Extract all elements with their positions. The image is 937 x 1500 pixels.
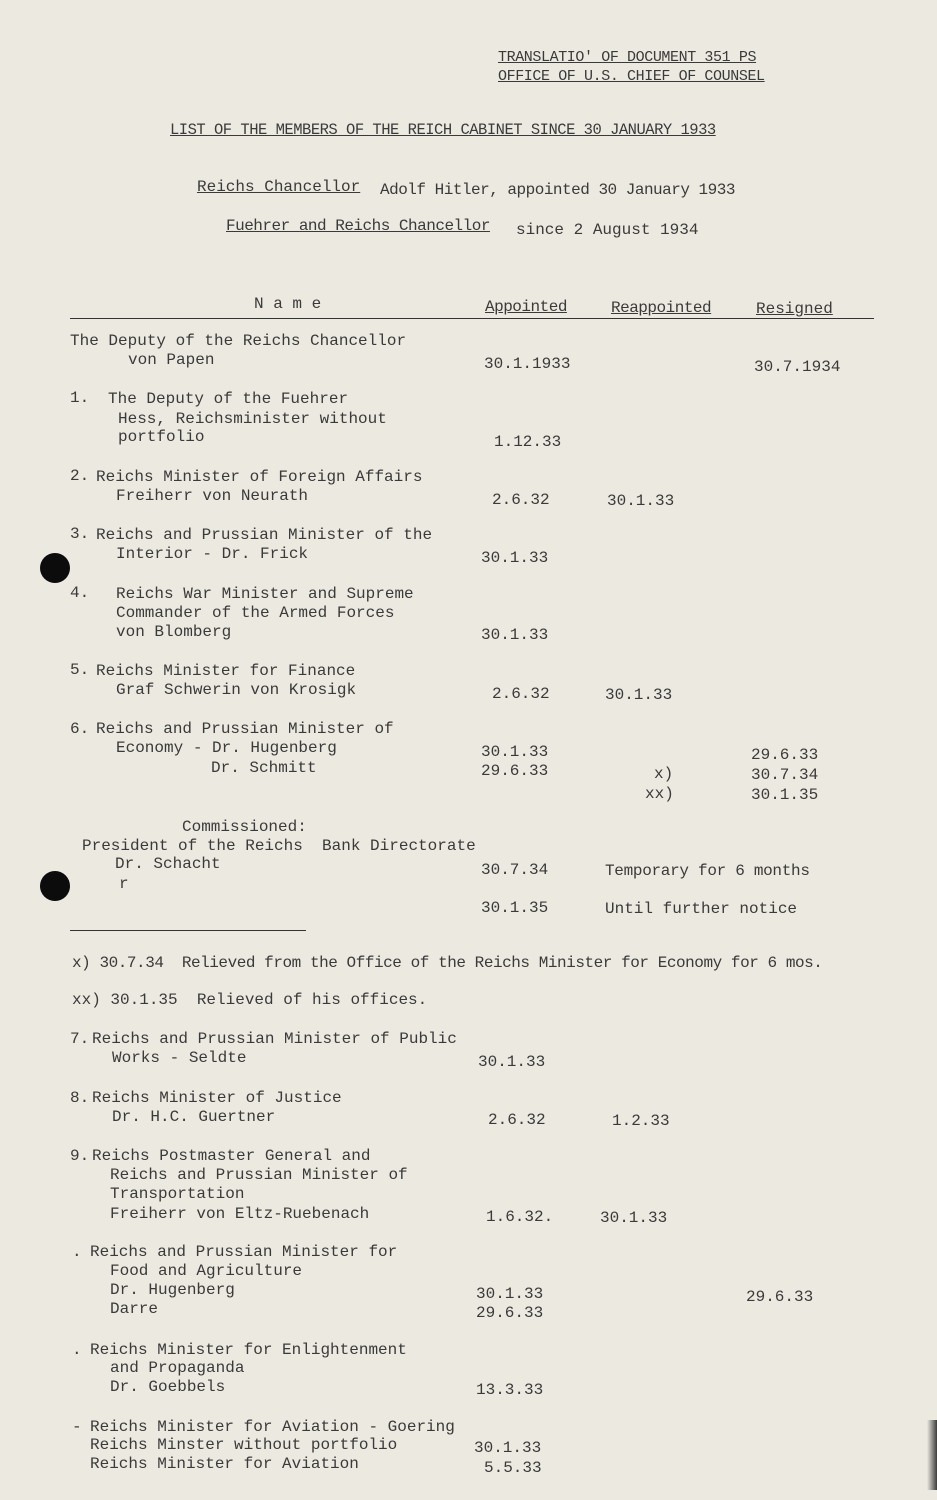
column-appointed: Appointed: [485, 298, 567, 316]
entry-hess-line-1: The Deputy of the Fuehrer: [108, 390, 349, 408]
entry-goebbels-line-1: Reichs Minister for Enlightenment: [90, 1341, 407, 1359]
entry-economy-resigned-3: 30.1.35: [751, 786, 819, 804]
entry-goering-line-1: Reichs Minister for Aviation - Goering: [90, 1418, 455, 1436]
entry-eltz-line-2: Reichs and Prussian Minister of: [110, 1166, 408, 1184]
entry-blomberg-number: 4.: [70, 584, 90, 602]
footnote-1: x) 30.7.34 Relieved from the Office of the Reichs Minister for Economy for 6 mos.: [72, 954, 823, 972]
header-rule: [70, 318, 874, 319]
entry-seldte-number: 7.: [70, 1030, 90, 1048]
entry-goebbels-appointed: 13.3.33: [476, 1381, 544, 1399]
entry-neurath-line-2: Freiherr von Neurath: [116, 487, 309, 505]
entry-goering-appointed-2: 5.5.33: [484, 1459, 542, 1477]
entry-schacht-line-2: President of the Reichs Bank Directorate: [82, 837, 476, 855]
entry-eltz-reappointed: 30.1.33: [600, 1209, 668, 1227]
entry-neurath-appointed: 2.6.32: [492, 491, 550, 509]
entry-economy-line-1: Reichs and Prussian Minister of: [96, 720, 394, 738]
entry-economy-mark-1: x): [654, 765, 674, 783]
entry-economy-line-3: Dr. Schmitt: [211, 759, 317, 777]
entry-hess-number: 1.: [70, 389, 90, 407]
entry-goebbels-line-3: Dr. Goebbels: [110, 1378, 226, 1396]
entry-hess-line-3: portfolio: [118, 428, 205, 446]
entry-economy-mark-2: xx): [645, 785, 674, 803]
entry-guertner-line-1: Reichs Minister of Justice: [92, 1089, 342, 1107]
fuehrer-label: Fuehrer and Reichs Chancellor: [226, 217, 490, 235]
entry-goering-line-3: Reichs Minister for Aviation: [90, 1455, 359, 1473]
entry-eltz-line-4: Freiherr von Eltz-Ruebenach: [110, 1205, 370, 1223]
entry-food-line-1: Reichs and Prussian Minister for: [90, 1243, 398, 1261]
entry-neurath-number: 2.: [70, 467, 90, 485]
entry-economy-appointed-1: 30.1.33: [481, 743, 549, 761]
entry-food-number: .: [72, 1243, 82, 1261]
entry-guertner-number: 8.: [70, 1089, 90, 1107]
entry-goering-line-2: Reichs Minster without portfolio: [90, 1436, 398, 1454]
entry-blomberg-line-3: von Blomberg: [116, 623, 232, 641]
entry-eltz-line-1: Reichs Postmaster General and: [92, 1147, 371, 1165]
entry-economy-appointed-2: 29.6.33: [481, 762, 549, 780]
entry-hess-appointed: 1.12.33: [494, 433, 562, 451]
entry-seldte-appointed: 30.1.33: [478, 1053, 546, 1071]
entry-eltz-number: 9.: [70, 1147, 90, 1165]
entry-frick-number: 3.: [70, 525, 90, 543]
entry-krosigk-line-2: Graf Schwerin von Krosigk: [116, 681, 357, 699]
entry-krosigk-line-1: Reichs Minister for Finance: [96, 662, 356, 680]
entry-neurath-line-1: Reichs Minister of Foreign Affairs: [96, 468, 423, 486]
entry-goering-number: -: [72, 1418, 82, 1436]
entry-goebbels-number: .: [72, 1341, 82, 1359]
entry-blomberg-line-2: Commander of the Armed Forces: [116, 604, 395, 622]
entry-schacht-line-1: Commissioned:: [182, 818, 307, 836]
entry-eltz-appointed: 1.6.32.: [486, 1208, 554, 1226]
footnote-2: xx) 30.1.35 Relieved of his offices.: [72, 991, 428, 1009]
entry-eltz-line-3: Transportation: [110, 1185, 245, 1203]
header-line-2: OFFICE OF U.S. CHIEF OF COUNSEL: [498, 68, 765, 85]
entry-goering-appointed-1: 30.1.33: [474, 1439, 542, 1457]
entry-krosigk-appointed: 2.6.32: [492, 685, 550, 703]
entry-food-line-3: Dr. Hugenberg: [110, 1281, 235, 1299]
column-reappointed: Reappointed: [611, 299, 712, 317]
column-name: N a m e: [254, 295, 322, 313]
fuehrer-text: since 2 August 1934: [516, 221, 699, 239]
entry-food-appointed-2: 29.6.33: [476, 1304, 544, 1322]
column-resigned: Resigned: [756, 300, 833, 318]
entry-economy-number: 6.: [70, 720, 90, 738]
entry-papen-appointed: 30.1.1933: [484, 355, 571, 373]
entry-economy-resigned-1: 29.6.33: [751, 746, 819, 764]
entry-krosigk-number: 5.: [70, 661, 90, 679]
entry-hess-line-2: Hess, Reichsminister without: [118, 410, 387, 428]
entry-papen-line-2: von Papen: [128, 351, 215, 369]
entry-frick-appointed: 30.1.33: [481, 549, 549, 567]
entry-papen-line-1: The Deputy of the Reichs Chancellor: [70, 332, 407, 350]
entry-food-appointed-1: 30.1.33: [476, 1285, 544, 1303]
punch-hole-bottom: [40, 871, 70, 901]
entry-guertner-line-2: Dr. H.C. Guertner: [112, 1108, 276, 1126]
entry-schacht-appointed-1: 30.7.34: [481, 861, 549, 879]
entry-schacht-note-1: Temporary for 6 months: [605, 862, 810, 880]
entry-neurath-reappointed: 30.1.33: [607, 492, 675, 510]
entry-economy-line-2: Economy - Dr. Hugenberg: [116, 739, 337, 757]
chancellor-text: Adolf Hitler, appointed 30 January 1933: [380, 181, 735, 199]
entry-blomberg-appointed: 30.1.33: [481, 626, 549, 644]
entry-schacht-note-2: Until further notice: [605, 900, 798, 918]
entry-goebbels-line-2: and Propaganda: [110, 1359, 245, 1377]
entry-economy-resigned-2: 30.7.34: [751, 766, 819, 784]
entry-seldte-line-2: Works - Seldte: [112, 1049, 247, 1067]
entry-schacht-appointed-2: 30.1.35: [481, 899, 549, 917]
entry-frick-line-1: Reichs and Prussian Minister of the: [96, 526, 433, 544]
entry-schacht-line-3: Dr. Schacht: [115, 855, 221, 873]
entry-krosigk-reappointed: 30.1.33: [605, 686, 673, 704]
entry-frick-line-2: Interior - Dr. Frick: [116, 545, 309, 563]
entry-guertner-appointed: 2.6.32: [488, 1111, 546, 1129]
punch-hole-top: [40, 553, 70, 583]
scan-edge-shadow: [927, 1420, 937, 1490]
entry-guertner-reappointed: 1.2.33: [612, 1112, 670, 1130]
entry-blomberg-line-1: Reichs War Minister and Supreme: [116, 585, 414, 603]
footnote-rule: [70, 930, 306, 931]
document-title: LIST OF THE MEMBERS OF THE REICH CABINET SINCE 30 JANUARY 1933: [170, 121, 716, 139]
entry-papen-resigned: 30.7.1934: [754, 358, 841, 376]
entry-food-line-4: Darre: [110, 1300, 159, 1318]
entry-food-line-2: Food and Agriculture: [110, 1262, 303, 1280]
chancellor-label: Reichs Chancellor: [197, 178, 361, 196]
entry-seldte-line-1: Reichs and Prussian Minister of Public: [92, 1030, 457, 1048]
header-line-1: TRANSLATIO' OF DOCUMENT 351 PS: [498, 49, 757, 66]
entry-food-resigned-1: 29.6.33: [746, 1288, 814, 1306]
entry-schacht-line-4: r: [119, 875, 129, 893]
